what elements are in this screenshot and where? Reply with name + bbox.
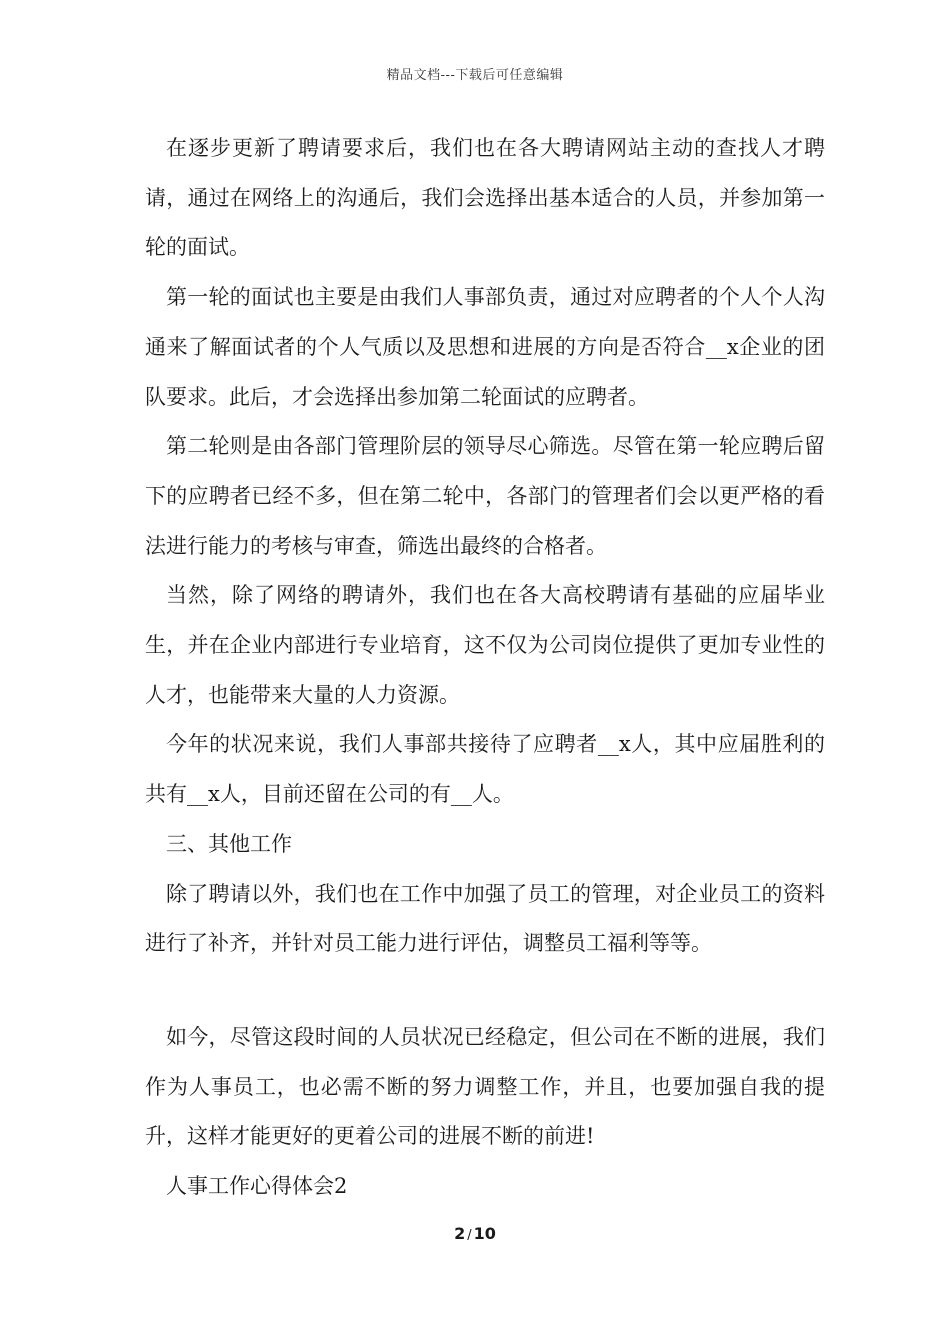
paragraph-employee-management: 除了聘请以外，我们也在工作中加强了员工的管理，对企业员工的资料进行了补齐，并针对员工能力进行评估，调整员工福利等等。 (145, 881, 825, 956)
total-pages-number: 10 (473, 1224, 496, 1243)
section-title-experience-2: 人事工作心得体会2 (166, 1174, 348, 1199)
section-heading-other-work: 三、其他工作 (166, 831, 292, 856)
page-header: 精品文档---下载后可任意编辑 (386, 68, 564, 83)
paragraph-conclusion: 如今，尽管这段时间的人员状况已经稳定，但公司在不断的进展，我们作为人事员工，也必需不断的努力调整工作，并且，也要加强自我的提升，这样才能更好的更着公司的进展不断的前进! (145, 1024, 825, 1149)
paragraph-recruiting-websites: 在逐步更新了聘请要求后，我们也在各大聘请网站主动的查找人才聘请，通过在网络上的沟通后，我们会选择出基本适合的人员，并参加第一轮的面试。 (145, 136, 825, 260)
page-number (0, 1224, 950, 1243)
paragraph-yearly-statistics: 今年的状况来说，我们人事部共接待了应聘者__x人，其中应届胜利的共有__x人，目前还留在公司的有__人。 (145, 732, 825, 807)
paragraph-campus-recruiting: 当然，除了网络的聘请外，我们也在各大高校聘请有基础的应届毕业生，并在企业内部进行专业培育，这不仅为公司岗位提供了更加专业性的人才，也能带来大量的人力资源。 (145, 583, 825, 707)
current-page-number: 2 (454, 1224, 466, 1243)
paragraph-gap (145, 969, 825, 1013)
paragraph-second-round-interview: 第二轮则是由各部门管理阶层的领导尽心筛选。尽管在第一轮应聘后留下的应聘者已经不多，但在第二轮中，各部门的管理者们会以更严格的看法进行能力的考核与审查，筛选出最终的合格者。 (145, 434, 825, 558)
paragraph-first-round-interview: 第一轮的面试也主要是由我们人事部负责，通过对应聘者的个人个人沟通来了解面试者的个人气质以及思想和进展的方向是否符合__x企业的团队要求。此后，才会选择出参加第二轮面试的应聘者。 (145, 285, 825, 409)
page-separator: / (467, 1228, 472, 1243)
document-body (145, 124, 825, 1212)
